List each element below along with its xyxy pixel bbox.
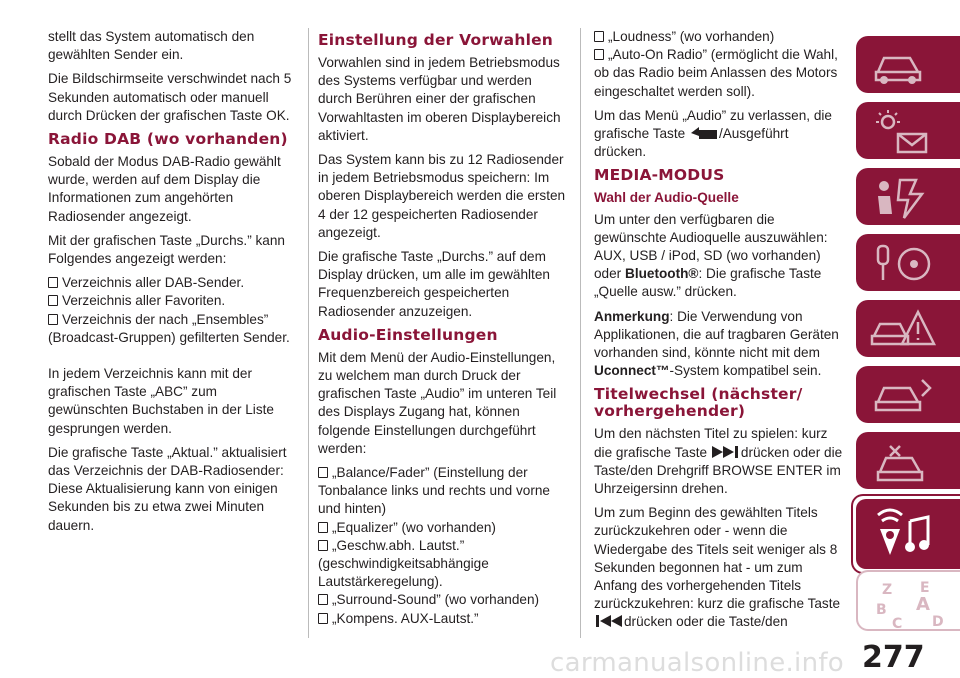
- paragraph: Um unter den verfügbaren die gewünschte Audioquelle auszuwählen: AUX, USB / iPod, SD (wo vorhanden) oder Bluetooth®: Die grafische Taste „Quelle ausw.” drücken.: [594, 211, 828, 300]
- checkbox-bullet-icon: [48, 295, 58, 306]
- tab-warning-lights[interactable]: [856, 102, 960, 159]
- bullet-item: „Equalizer” (wo vorhanden): [318, 519, 568, 537]
- paragraph: Um den nächsten Titel zu spielen: kurz die grafische Taste drücken oder die Taste/den Drehgriff BROWSE ENTER im Uhrzeigersinn drehen.: [594, 426, 843, 497]
- svg-text:E: E: [920, 580, 930, 596]
- bullet-item: „Loudness” (wo vorhanden): [594, 28, 844, 46]
- car-dashboard-icon: [870, 42, 930, 88]
- column-divider: [580, 28, 581, 638]
- paragraph: Mit dem Menü der Audio-Einstellungen, zu welchem man durch Druck der grafischen Taste „Audio” im unteren Teil des Displays Zugang hat, können folgende Einstellungen durchgeführt werden:: [318, 349, 557, 456]
- bullet-item: Verzeichnis aller Favoriten.: [48, 292, 298, 310]
- heading-audio-einstellungen: Audio-Einstellungen: [318, 325, 498, 344]
- car-service-icon: [870, 372, 940, 420]
- tab-start-drive[interactable]: [856, 234, 960, 291]
- tab-service[interactable]: [856, 366, 960, 423]
- paragraph: In jedem Verzeichnis kann mit der grafischen Taste „ABC” zum gewünschten Buchstaben in der Liste gesprungen werden.: [48, 366, 274, 436]
- technical-data-icon: [870, 438, 940, 486]
- previous-track-icon: [594, 614, 624, 628]
- bullet-item: „Balance/Fader” (Einstellung der Tonbalance links und rechts und vorne und hinten): [318, 465, 550, 517]
- bullet-item: „Auto-On Radio” (ermöglicht die Wahl, ob das Radio beim Anlassen des Motors eingeschaltet werden soll).: [594, 47, 838, 99]
- text-column-1: [48, 28, 298, 541]
- paragraph: Sobald der Modus DAB-Radio gewählt wurde, werden auf dem Display die Informationen zum angehörten Radiosender angezeigt.: [48, 154, 281, 224]
- watermark: carmanualsonline.info: [550, 648, 845, 678]
- bullet-item: Verzeichnis aller DAB-Sender.: [48, 274, 298, 292]
- seatbelt-airbag-icon: [870, 174, 940, 222]
- tab-technical-data[interactable]: [856, 432, 960, 489]
- bullet-item: „Surround-Sound” (wo vorhanden): [318, 591, 568, 609]
- tab-emergency[interactable]: [856, 300, 960, 357]
- checkbox-bullet-icon: [318, 613, 328, 624]
- back-arrow-icon: [689, 126, 719, 140]
- text-column-2: [318, 28, 568, 628]
- bullet-item: Verzeichnis der nach „Ensembles” (Broadcast-Gruppen) gefilterten Sender.: [48, 311, 290, 345]
- tab-index[interactable]: [856, 570, 960, 631]
- paragraph: Mit der grafischen Taste „Durchs.” kann Folgendes angezeigt werden:: [48, 232, 285, 267]
- paragraph: Die grafische Taste „Durchs.” auf dem Display drücken, um alle im gewählten Frequenzbereich gespeicherten Radiosender anzuzeigen.: [318, 249, 550, 319]
- checkbox-bullet-icon: [318, 540, 328, 551]
- key-steering-icon: [870, 240, 940, 288]
- checkbox-bullet-icon: [318, 467, 328, 478]
- tab-safety[interactable]: [856, 168, 960, 225]
- heading-radio-dab: Radio DAB (wo vorhanden): [48, 130, 288, 149]
- paragraph: Die grafische Taste „Aktual.” aktualisiert das Verzeichnis der DAB-Radiosender: Diese Aktualisierung kann von einigen Sekunden bis zu etwa zwei Minuten dauern.: [48, 444, 287, 533]
- paragraph: stellt das System automatisch den gewählten Sender ein.: [48, 29, 255, 63]
- index-letters-icon: [872, 578, 952, 634]
- next-track-icon: [711, 445, 741, 459]
- checkbox-bullet-icon: [48, 277, 58, 288]
- tab-multimedia[interactable]: [851, 494, 960, 574]
- breakdown-triangle-icon: [870, 306, 940, 354]
- checkbox-bullet-icon: [48, 314, 58, 325]
- paragraph: Die Bildschirmseite verschwindet nach 5 Sekunden automatisch oder manuell durch Drücken der grafischen Taste OK.: [48, 71, 292, 123]
- checkbox-bullet-icon: [594, 49, 604, 60]
- checkbox-bullet-icon: [318, 522, 328, 533]
- heading-vorwahlen: Einstellung der Vorwahlen: [318, 31, 554, 49]
- tab-car-dashboard[interactable]: [856, 36, 960, 93]
- paragraph: Um zum Beginn des gewählten Titels zurückzukehren oder - wenn die Wiedergabe des Titels seit weniger als 8 Sekunden begonnen hat - um zum Anfang des vorhergehenden Titels zurückzukehren: kurz die grafische Taste drücken oder die Taste/den: [594, 505, 841, 630]
- page-number: 277: [862, 640, 925, 675]
- svg-text:C: C: [892, 616, 903, 632]
- bullet-item: „Geschw.abh. Lautst.” (geschwindigkeitsabhängige Lautstärkeregelung).: [318, 537, 489, 590]
- svg-text:D: D: [932, 614, 944, 630]
- svg-text:B: B: [876, 602, 887, 618]
- checkbox-bullet-icon: [594, 31, 604, 42]
- heading-titelwechsel: Titelwechsel (nächster/ vorhergehender): [594, 385, 803, 421]
- svg-text:A: A: [916, 594, 930, 615]
- column-divider: [308, 28, 309, 638]
- paragraph: Das System kann bis zu 12 Radiosender in jedem Betriebsmodus speichern: Im oberen Displaybereich werden die ersten 4 der 12 gespeicherten Radiosender angezeigt.: [318, 152, 566, 240]
- multimedia-icon: [870, 505, 940, 565]
- svg-text:Z: Z: [882, 582, 893, 598]
- bullet-item: „Kompens. AUX-Lautst.”: [318, 610, 568, 628]
- checkbox-bullet-icon: [318, 594, 328, 605]
- paragraph: Vorwahlen sind in jedem Betriebsmodus des Systems verfügbar und werden durch Berühren einer der grafischen Vorwahltasten im oberen Displaybereich aktiviert.: [318, 55, 561, 143]
- warning-lights-mail-icon: [870, 108, 940, 158]
- heading-media-modus: MEDIA-MODUS: [594, 166, 725, 185]
- paragraph: Anmerkung: Die Verwendung von Applikationen, die auf tragbaren Geräten vorhanden sind, könnte nicht mit dem Uconnect™-System kompatibel sein.: [594, 308, 839, 379]
- text-column-3: [594, 28, 844, 638]
- paragraph: Um das Menü „Audio” zu verlassen, die grafische Taste /Ausgeführt drücken.: [594, 107, 832, 160]
- subheading-wahl-audio-quelle: Wahl der Audio-Quelle: [594, 190, 739, 206]
